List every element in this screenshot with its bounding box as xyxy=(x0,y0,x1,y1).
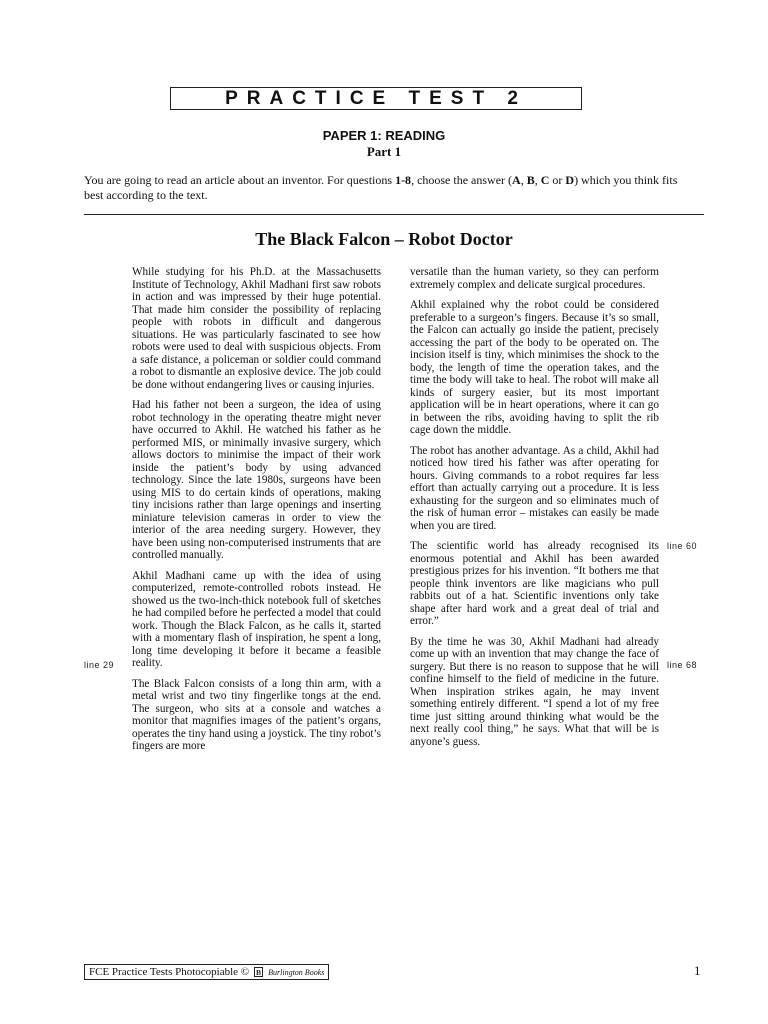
instructions-text: , choose the answer ( xyxy=(411,173,513,187)
question-range: 1-8 xyxy=(395,173,412,187)
article-paragraph: Akhil explained why the robot could be considered preferable to a surgeon’s fingers. Because it’s so small, the Falcon can actually go inside the patient, precisely accessing the part of the body to be operated on. The incision itself is tiny, which minimises the shock to the body, the length of time the operation takes, and the time the body will take to heal. The robot will make all kinds of surgery easier, but its most important application will be in heart operations, where it can go in between the ribs, avoiding having to split the rib cage down the middle. xyxy=(410,299,659,436)
option-b: B xyxy=(526,173,535,187)
line-marker-60: line 60 xyxy=(667,541,698,551)
line-marker-68: line 68 xyxy=(667,660,698,670)
separator: , xyxy=(520,173,527,187)
instructions xyxy=(84,173,684,203)
separator: or xyxy=(549,173,566,187)
part-heading: Part 1 xyxy=(366,144,402,159)
publisher-logo-icon xyxy=(254,967,263,977)
article-paragraph: While studying for his Ph.D. at the Massachusetts Institute of Technology, Akhil Madhani first saw robots in action and was impressed by their huge potential. That made him consider the possibility of replacing people with robots in difficult and dangerous situations. He was particularly fascinated to see how robots were used to deal with suspicious objects. From a safe distance, a policeman or soldier could command a robot to dismantle an explosive device. The job could be done without endangering lives or causing injuries. xyxy=(132,266,381,391)
divider xyxy=(84,214,704,215)
article-paragraph: Had his father not been a surgeon, the idea of using robot technology in the operating theatre might never have occurred to Akhil. He watched his father as he performed MIS, or minimally invasive surgery, which allows doctors to minimise the impact of their work inside the patient’s body by using advanced technology. Since the late 1980s, surgeons have been using MIS to do certain kinds of operations, making tiny incisions rather than large openings and inserting miniature television cameras in order to view the interior of the area needing surgery. However, they have been using non-computerised instruments that are controlled manually. xyxy=(132,399,381,561)
copyright-text: FCE Practice Tests Photocopiable © xyxy=(89,966,250,978)
separator: , xyxy=(534,173,541,187)
article-paragraph: The robot has another advantage. As a child, Akhil had noticed how tired his father was after operating for hours. Giving commands to a robot requires far less effort than actually carrying out a procedure. It is less exhausting for the surgeon and so eliminates much of the risk of human error – mistakes can easily be made when you are tired. xyxy=(410,444,659,532)
article-paragraph: The Black Falcon consists of a long thin arm, with a metal wrist and two tiny fingerlike tongs at the end. The surgeon, who sits at a console and watches a monitor that magnifies images of the patient’s organs, operates the tiny hand using a joystick. The tiny robot’s fingers are more xyxy=(132,677,381,752)
article-paragraph: versatile than the human variety, so they can perform extremely complex and delicate surgical procedures. xyxy=(410,266,659,291)
article-column-right xyxy=(410,266,659,756)
paper-heading: PAPER 1: READING xyxy=(322,128,446,143)
test-title-box xyxy=(170,87,582,110)
instructions-text: ) which you think fits best according to the text. xyxy=(84,173,678,202)
line-marker-29: line 29 xyxy=(84,660,115,670)
option-d: D xyxy=(565,173,575,187)
publisher-name: Burlington Books xyxy=(268,967,325,977)
article-title: The Black Falcon – Robot Doctor xyxy=(255,229,513,249)
instructions-text: You are going to read an article about an inventor. For questions xyxy=(84,173,396,187)
page-number: 1 xyxy=(694,963,701,978)
test-title: PRACTICE TEST 2 xyxy=(225,87,527,109)
option-c: C xyxy=(540,173,550,187)
article-column-left xyxy=(132,266,381,761)
article-paragraph: By the time he was 30, Akhil Madhani had already come up with an invention that may change the face of surgery. But there is no reason to suppose that he will confine himself to the field of medicine in the future. When inspiration strikes again, he may invent something entirely different. “I spend a lot of my free time just sitting around thinking what would be the next really cool thing,” he says. What that will be is anyone’s guess. xyxy=(410,635,659,748)
copyright-footer xyxy=(84,964,329,980)
svg-text:B: B xyxy=(256,968,262,977)
option-a: A xyxy=(512,173,521,187)
article-paragraph: Akhil Madhani came up with the idea of using computerized, remote-controlled robots instead. He showed us the two-inch-thick notebook full of sketches he had compiled before he perfected a model that could work. Though the Black Falcon, as he calls it, started with a momentary flash of inspiration, he spent a long, long time developing it before it became a feasible reality. xyxy=(132,569,381,669)
article-paragraph: The scientific world has already recognised its enormous potential and Akhil has been awarded prestigious prizes for his invention. “It bothers me that people think inventors are like magicians who pull rabbits out of a hat. Scientific inventions only take shape after hard work and a great deal of trial and error.” xyxy=(410,540,659,627)
